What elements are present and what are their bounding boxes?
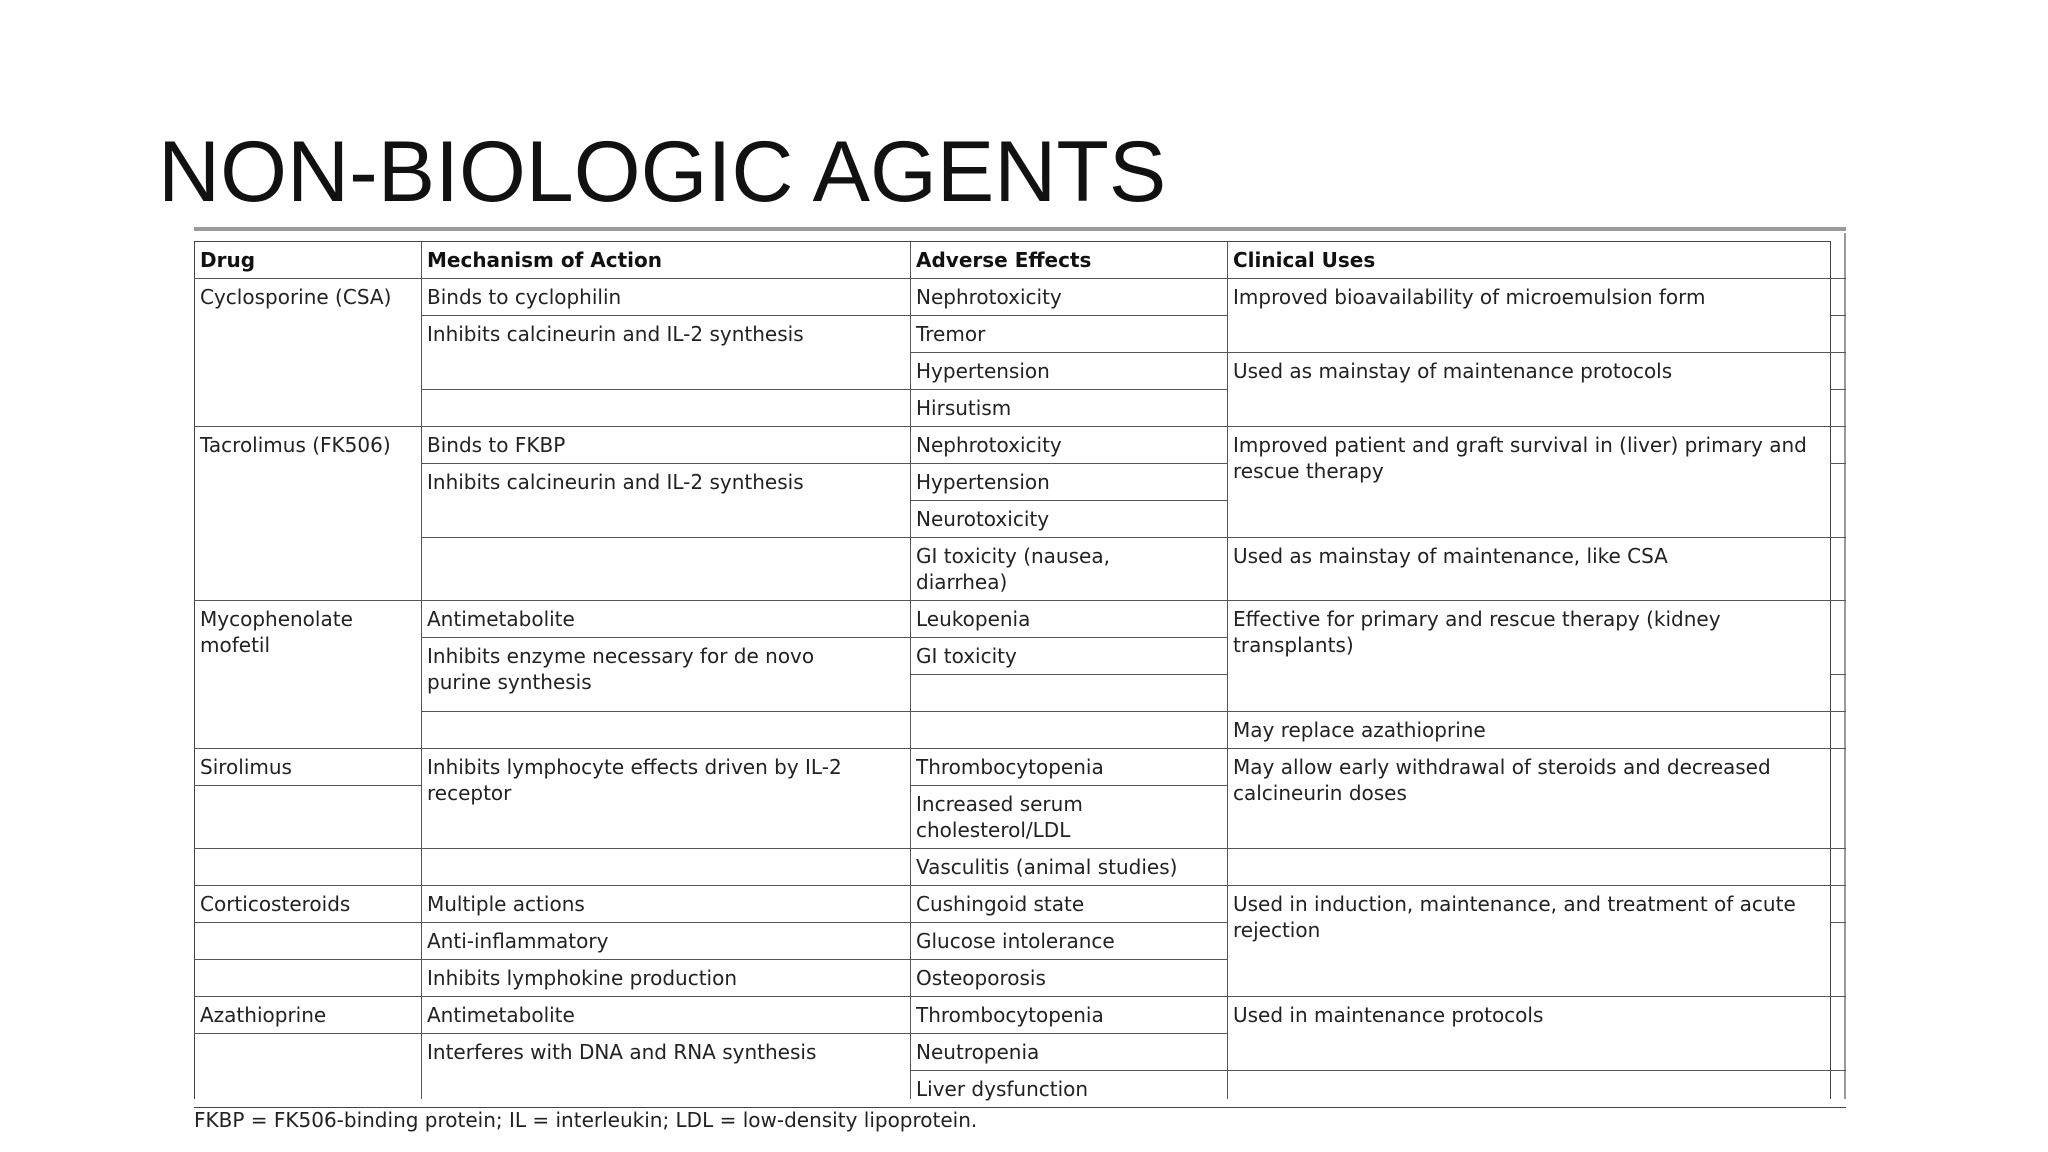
clinical-cell: Used in induction, maintenance, and treatment of acute rejection xyxy=(1233,892,1796,942)
grid-line xyxy=(421,637,1227,638)
mechanism-cell: Inhibits calcineurin and IL-2 synthesis xyxy=(427,322,804,346)
grid-line xyxy=(194,600,1846,601)
clinical-cell: Used as mainstay of maintenance, like CSA xyxy=(1233,544,1668,568)
clinical-cell: Used in maintenance protocols xyxy=(1233,1003,1544,1027)
adverse-cell: Thrombocytopenia xyxy=(916,1003,1104,1027)
clinical-cell: May allow early withdrawal of steroids and decreased calcineurin doses xyxy=(1233,755,1771,805)
grid-line xyxy=(194,848,1846,849)
adverse-cell: Liver dysfunction xyxy=(916,1077,1089,1101)
grid-line xyxy=(421,463,1227,464)
adverse-cell: Leukopenia xyxy=(916,607,1031,631)
grid-line xyxy=(421,315,1227,316)
grid-line xyxy=(194,241,1830,242)
grid-line xyxy=(1830,674,1846,675)
grid-line xyxy=(194,785,421,786)
grid-line xyxy=(421,537,1227,538)
grid-line xyxy=(910,785,1227,786)
grid-line xyxy=(194,1033,1227,1034)
header-adverse-effects: Adverse Effects xyxy=(916,248,1092,272)
adverse-cell: Tremor xyxy=(916,322,986,346)
grid-line xyxy=(194,885,1846,886)
clinical-cell: Used as mainstay of maintenance protocols xyxy=(1233,359,1673,383)
drug-cell: Mycophenolate mofetil xyxy=(200,607,353,657)
grid-line xyxy=(1830,389,1846,390)
header-clinical-uses: Clinical Uses xyxy=(1233,248,1376,272)
mechanism-cell: Interferes with DNA and RNA synthesis xyxy=(427,1040,817,1064)
adverse-cell: Vasculitis (animal studies) xyxy=(916,855,1178,879)
adverse-cell: Hirsutism xyxy=(916,396,1012,420)
grid-line xyxy=(194,959,1227,960)
drug-cell: Sirolimus xyxy=(200,755,292,779)
grid-line xyxy=(1830,463,1846,464)
adverse-cell: GI toxicity xyxy=(916,644,1017,668)
mechanism-cell: Inhibits lymphocyte effects driven by IL-2 receptor xyxy=(427,755,842,805)
drug-cell: Corticosteroids xyxy=(200,892,351,916)
clinical-cell: Improved patient and graft survival in (liver) primary and rescue therapy xyxy=(1233,433,1807,483)
mechanism-cell: Multiple actions xyxy=(427,892,585,916)
mechanism-cell: Antimetabolite xyxy=(427,1003,575,1027)
adverse-cell: Neutropenia xyxy=(916,1040,1040,1064)
grid-line xyxy=(910,674,1227,675)
drug-cell: Azathioprine xyxy=(200,1003,327,1027)
grid-line xyxy=(1227,537,1846,538)
adverse-cell: Nephrotoxicity xyxy=(916,285,1062,309)
grid-line xyxy=(1227,352,1846,353)
grid-line xyxy=(194,426,1846,427)
mechanism-cell: Inhibits enzyme necessary for de novo purine synthesis xyxy=(427,644,815,694)
header-mechanism: Mechanism of Action xyxy=(427,248,662,272)
adverse-cell: Nephrotoxicity xyxy=(916,433,1062,457)
adverse-cell: Hypertension xyxy=(916,359,1050,383)
grid-line xyxy=(910,352,1227,353)
grid-line xyxy=(910,1070,1227,1071)
header-drug: Drug xyxy=(200,248,256,272)
grid-line xyxy=(194,922,1227,923)
adverse-cell: Thrombocytopenia xyxy=(916,755,1104,779)
grid-line xyxy=(1227,1070,1846,1071)
adverse-cell: Hypertension xyxy=(916,470,1050,494)
adverse-cell: Glucose intolerance xyxy=(916,929,1115,953)
mechanism-cell: Anti-inflammatory xyxy=(427,929,609,953)
table-footnote: FKBP = FK506-binding protein; IL = interleukin; LDL = low-density lipoprotein. xyxy=(194,1108,978,1132)
mechanism-cell: Binds to cyclophilin xyxy=(427,285,622,309)
adverse-cell: GI toxicity (nausea, diarrhea) xyxy=(916,544,1110,594)
grid-line xyxy=(194,278,1846,279)
clinical-cell: Improved bioavailability of microemulsion form xyxy=(1233,285,1706,309)
adverse-cell: Osteoporosis xyxy=(916,966,1046,990)
drug-table xyxy=(194,227,1846,1099)
adverse-cell: Neurotoxicity xyxy=(916,507,1050,531)
adverse-cell: Cushingoid state xyxy=(916,892,1085,916)
grid-line xyxy=(1830,922,1846,923)
grid-line xyxy=(194,748,1846,749)
grid-line xyxy=(421,389,1227,390)
drug-cell: Tacrolimus (FK506) xyxy=(200,433,391,457)
adverse-cell: Increased serum cholesterol/LDL xyxy=(916,792,1083,842)
mechanism-cell: Inhibits calcineurin and IL-2 synthesis xyxy=(427,470,804,494)
mechanism-cell: Inhibits lymphokine production xyxy=(427,966,738,990)
mechanism-cell: Binds to FKBP xyxy=(427,433,566,457)
drug-cell: Cyclosporine (CSA) xyxy=(200,285,392,309)
grid-line xyxy=(194,996,1846,997)
clinical-cell: May replace azathioprine xyxy=(1233,718,1486,742)
table-grid xyxy=(194,233,1846,1099)
clinical-cell: Effective for primary and rescue therapy (kidney transplants) xyxy=(1233,607,1721,657)
slide-title: NON-BIOLOGIC AGENTS xyxy=(158,124,1167,220)
mechanism-cell: Antimetabolite xyxy=(427,607,575,631)
grid-line xyxy=(421,711,1846,712)
grid-line xyxy=(1830,241,1831,1099)
grid-line xyxy=(1830,315,1846,316)
grid-line xyxy=(910,500,1227,501)
